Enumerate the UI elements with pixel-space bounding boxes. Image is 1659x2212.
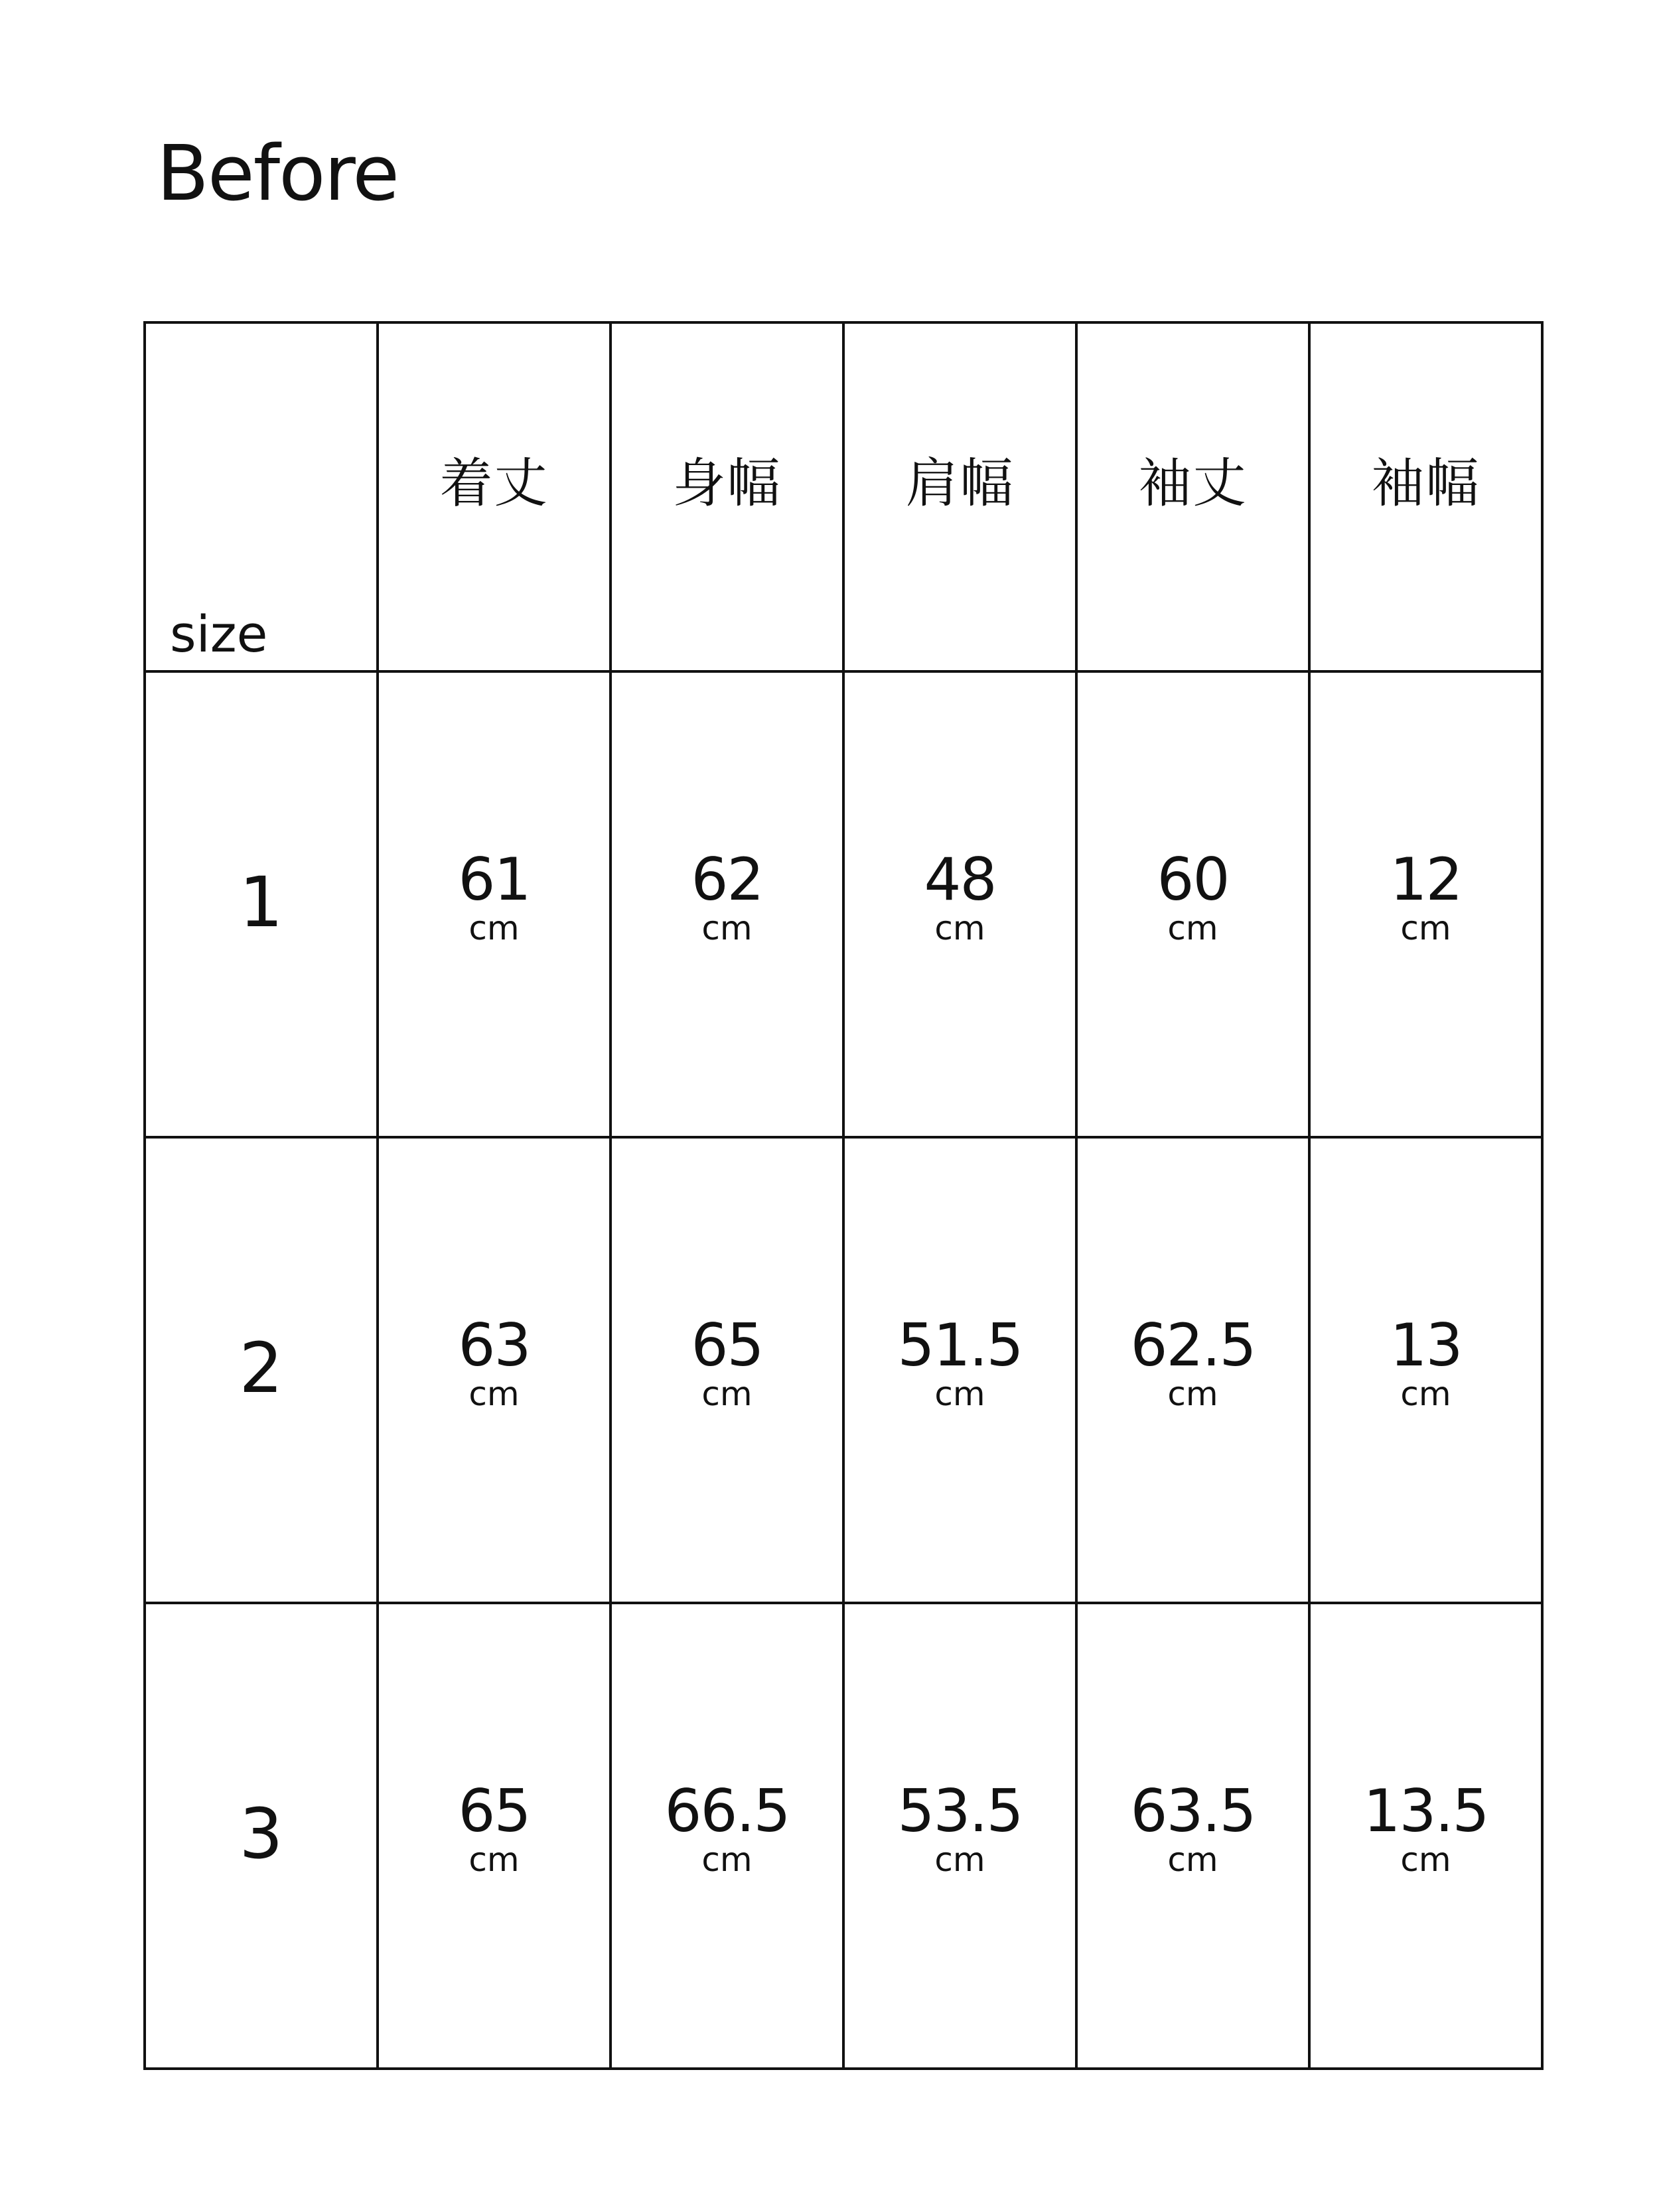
value-cell <box>378 1603 611 2069</box>
header-cell <box>378 322 611 671</box>
header-cell <box>843 322 1076 671</box>
unit-label: cm <box>1167 1375 1218 1413</box>
size-cell <box>145 671 378 1137</box>
header-cell <box>611 322 843 671</box>
measurement-value: 65 <box>691 1311 763 1379</box>
unit-label: cm <box>1167 1840 1218 1879</box>
measurement-value: 53.5 <box>897 1777 1023 1845</box>
unit-label: cm <box>1400 909 1451 947</box>
table-row <box>145 1603 1542 2069</box>
size-value: 3 <box>239 1793 283 1874</box>
measurement-value: 51.5 <box>897 1311 1023 1379</box>
measurement-value: 13 <box>1390 1311 1462 1379</box>
measurement-value: 61 <box>458 845 530 914</box>
unit-label: cm <box>934 1375 985 1413</box>
measurement-value: 65 <box>458 1777 530 1845</box>
table-row <box>145 671 1542 1137</box>
unit-label: cm <box>1400 1375 1451 1413</box>
unit-label: cm <box>469 1840 520 1879</box>
unit-label: cm <box>469 1375 520 1413</box>
unit-label: cm <box>701 1840 753 1879</box>
value-cell <box>1076 1137 1309 1603</box>
value-cell <box>1076 1603 1309 2069</box>
measurement-value: 66.5 <box>664 1777 790 1845</box>
unit-label: cm <box>1400 1840 1451 1879</box>
value-cell <box>611 671 843 1137</box>
corner-cell <box>145 322 378 671</box>
measurement-value: 62.5 <box>1130 1311 1256 1379</box>
measurement-value: 13.5 <box>1363 1777 1488 1845</box>
value-cell <box>611 1137 843 1603</box>
header-sleeve-length: 袖丈 <box>1138 452 1248 514</box>
measurement-value: 60 <box>1157 845 1229 914</box>
value-cell <box>378 671 611 1137</box>
value-cell <box>843 1603 1076 2069</box>
unit-label: cm <box>934 1840 985 1879</box>
measurement-value: 62 <box>691 845 763 914</box>
value-cell <box>1309 1603 1542 2069</box>
header-length: 着丈 <box>439 452 549 514</box>
header-sleeve-width: 袖幅 <box>1371 452 1480 514</box>
size-value: 2 <box>239 1328 283 1409</box>
value-cell <box>378 1137 611 1603</box>
value-cell <box>1309 671 1542 1137</box>
value-cell <box>843 671 1076 1137</box>
measurement-value: 48 <box>924 845 996 914</box>
size-chart-table <box>143 321 1544 2070</box>
header-body-width: 身幅 <box>672 452 782 514</box>
size-column-label: size <box>170 604 268 663</box>
unit-label: cm <box>701 1375 753 1413</box>
table-row <box>145 1137 1542 1603</box>
header-cell <box>1076 322 1309 671</box>
value-cell <box>843 1137 1076 1603</box>
header-shoulder-width: 肩幅 <box>905 452 1015 514</box>
value-cell <box>611 1603 843 2069</box>
value-cell <box>1309 1137 1542 1603</box>
unit-label: cm <box>701 909 753 947</box>
measurement-value: 63 <box>458 1311 530 1379</box>
unit-label: cm <box>934 909 985 947</box>
unit-label: cm <box>469 909 520 947</box>
value-cell <box>1076 671 1309 1137</box>
unit-label: cm <box>1167 909 1218 947</box>
measurement-value: 12 <box>1390 845 1462 914</box>
header-cell <box>1309 322 1542 671</box>
size-cell <box>145 1137 378 1603</box>
size-cell <box>145 1603 378 2069</box>
size-value: 1 <box>239 862 283 943</box>
table-header-row <box>145 322 1542 671</box>
measurement-value: 63.5 <box>1130 1777 1256 1845</box>
page-title: Before <box>157 129 398 218</box>
